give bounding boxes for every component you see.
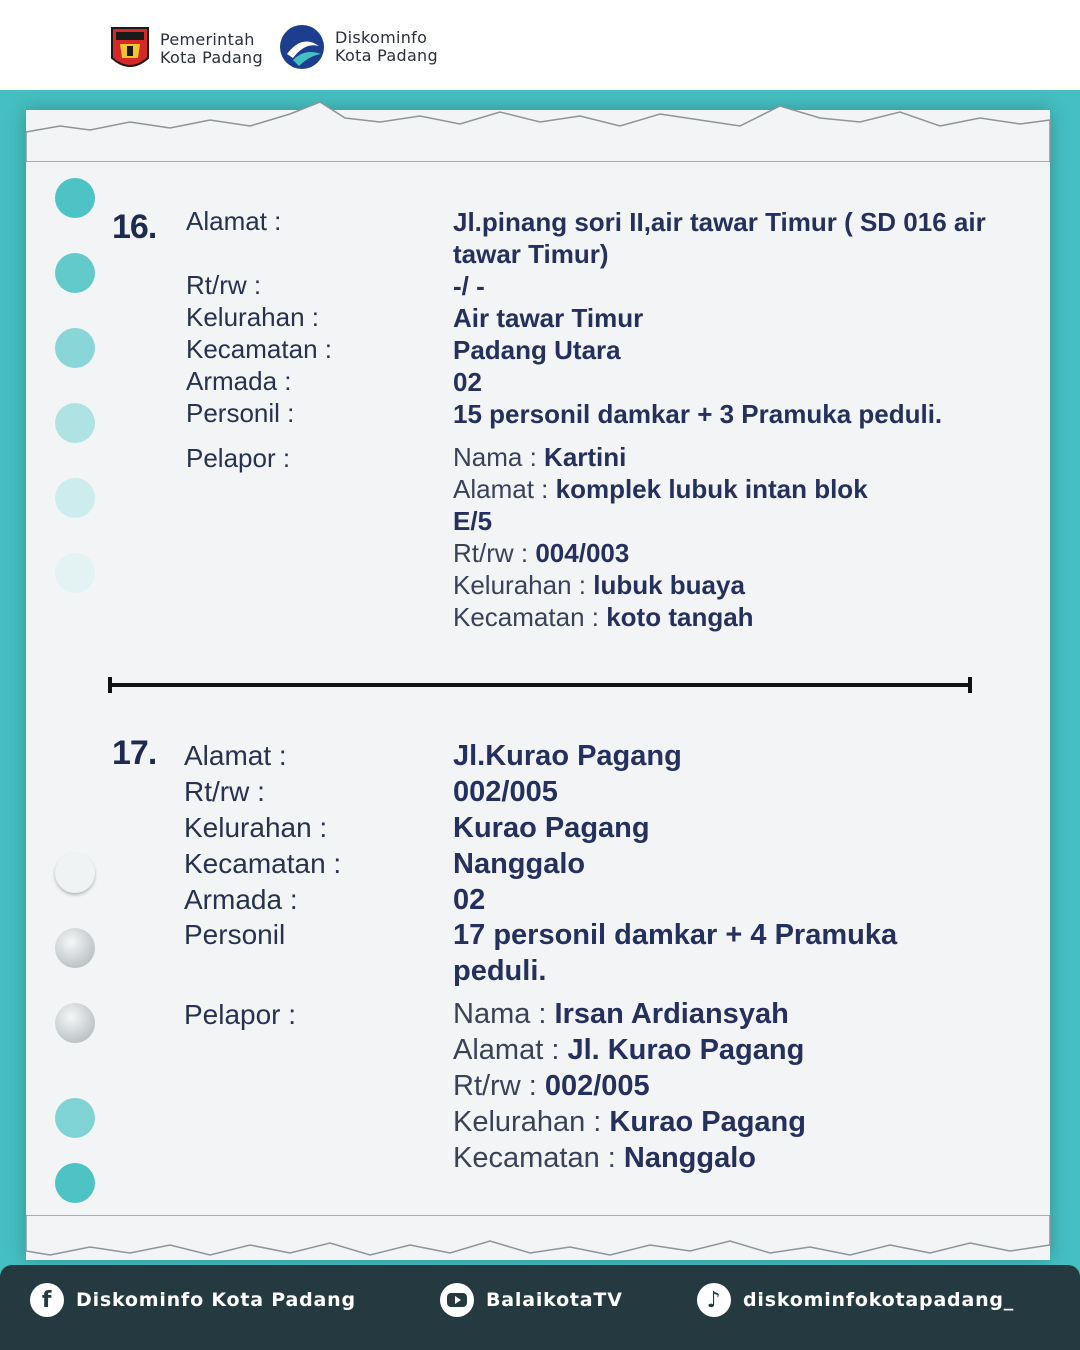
- youtube-label: BalaikotaTV: [486, 1289, 623, 1311]
- kelurahan-label: Kelurahan :: [186, 302, 319, 332]
- kecamatan-value: koto tangah: [606, 602, 754, 632]
- alamat-value: Jl.Kurao Pagang: [453, 740, 682, 772]
- alamat-label: Alamat :: [184, 740, 287, 771]
- kelurahan-label: Kelurahan :: [184, 812, 328, 843]
- kecamatan-key: Kecamatan :: [453, 1142, 616, 1174]
- binder-hole: [55, 328, 95, 368]
- tiktok-label: diskominfokotapadang_: [743, 1289, 1015, 1311]
- binder-hole: [55, 478, 95, 518]
- kelurahan-key: Kelurahan :: [453, 1106, 602, 1138]
- tiktok-link[interactable]: [697, 1283, 1014, 1317]
- personil-line1: 17 personil damkar + 4 Pramuka: [453, 919, 898, 951]
- rtrw-key: Rt/rw :: [453, 538, 529, 568]
- youtube-link[interactable]: [440, 1283, 623, 1317]
- kelurahan-value: Air tawar Timur: [453, 303, 644, 333]
- binder-hole: [55, 1098, 95, 1138]
- nama-key: Nama :: [453, 998, 547, 1030]
- kecamatan-value: Nanggalo: [623, 1142, 757, 1174]
- armada-value: 02: [453, 367, 482, 397]
- rtrw-label: Rt/rw :: [186, 270, 262, 300]
- rtrw-value: -/ -: [453, 271, 485, 301]
- pelapor-label: Pelapor :: [186, 443, 291, 473]
- binder-hole: [55, 1003, 95, 1043]
- facebook-label: Diskominfo Kota Padang: [76, 1289, 356, 1311]
- pemerintah-logo: [110, 24, 263, 74]
- youtube-icon: [440, 1283, 474, 1317]
- section-divider: [108, 683, 972, 687]
- logo2-line1: Diskominfo: [335, 28, 428, 47]
- binder-hole: [55, 253, 95, 293]
- kecamatan-key: Kecamatan :: [453, 602, 599, 632]
- nama-value: Kartini: [544, 442, 627, 472]
- footer: [0, 1265, 1080, 1350]
- tiktok-icon: ♪: [697, 1283, 731, 1317]
- personil-label: Personil :: [186, 398, 295, 428]
- kominfo-icon: [279, 24, 325, 70]
- alamat-line2: tawar Timur): [453, 239, 609, 269]
- bottom-torn-edge: [0, 1215, 1080, 1270]
- facebook-icon: f: [30, 1283, 64, 1317]
- rtrw-value: 002/005: [453, 776, 558, 808]
- kelurahan-value: Kurao Pagang: [453, 812, 650, 844]
- kelurahan-value: Kurao Pagang: [609, 1106, 806, 1138]
- armada-label: Armada :: [186, 366, 292, 396]
- entry-number: 16.: [112, 208, 157, 246]
- facebook-link[interactable]: [30, 1283, 356, 1317]
- entry-number: 17.: [112, 734, 157, 772]
- alamat-value-line1: komplek lubuk intan blok: [555, 474, 868, 504]
- logo1-line2: Kota Padang: [160, 48, 263, 67]
- kelurahan-key: Kelurahan :: [453, 570, 586, 600]
- armada-value: 02: [453, 884, 486, 916]
- rtrw-value: 002/005: [544, 1070, 650, 1102]
- binder-hole: [55, 553, 95, 593]
- kecamatan-label: Kecamatan :: [184, 848, 342, 879]
- nama-key: Nama :: [453, 442, 537, 472]
- pelapor-label: Pelapor :: [184, 999, 297, 1030]
- personil-label: Personil: [184, 919, 286, 950]
- binder-hole: [55, 178, 95, 218]
- kecamatan-value: Nanggalo: [453, 848, 586, 880]
- alamat-label: Alamat :: [186, 206, 282, 236]
- alamat-line1: Jl.pinang sori II,air tawar Timur ( SD 016 air: [453, 207, 986, 237]
- binder-hole: [55, 853, 95, 893]
- top-torn-edge: [0, 92, 1080, 162]
- binder-hole: [55, 928, 95, 968]
- binder-hole: [55, 403, 95, 443]
- armada-label: Armada :: [184, 884, 298, 915]
- padang-emblem-icon: [110, 24, 150, 74]
- alamat-key: Alamat :: [453, 474, 549, 504]
- logo2-line2: Kota Padang: [335, 46, 438, 65]
- rtrw-key: Rt/rw :: [453, 1070, 537, 1102]
- rtrw-value: 004/003: [535, 538, 630, 568]
- pelapor-details: [453, 996, 806, 1176]
- alamat-value-line2: E/5: [453, 506, 493, 536]
- personil-value: [453, 917, 897, 989]
- personil-line2: peduli.: [453, 955, 547, 987]
- kecamatan-label: Kecamatan :: [186, 334, 332, 364]
- header: [0, 0, 1080, 90]
- pelapor-details: [453, 441, 868, 633]
- rtrw-label: Rt/rw :: [184, 776, 265, 807]
- logo1-line1: Pemerintah: [160, 30, 255, 49]
- personil-value: 15 personil damkar + 3 Pramuka peduli.: [453, 399, 943, 429]
- kecamatan-value: Padang Utara: [453, 335, 621, 365]
- kelurahan-value: lubuk buaya: [593, 570, 745, 600]
- diskominfo-logo: [279, 24, 438, 70]
- binder-hole: [55, 1163, 95, 1203]
- nama-value: Irsan Ardiansyah: [554, 998, 789, 1030]
- alamat-value: [453, 206, 986, 270]
- alamat-key: Alamat :: [453, 1034, 560, 1066]
- alamat-value: Jl. Kurao Pagang: [567, 1034, 805, 1066]
